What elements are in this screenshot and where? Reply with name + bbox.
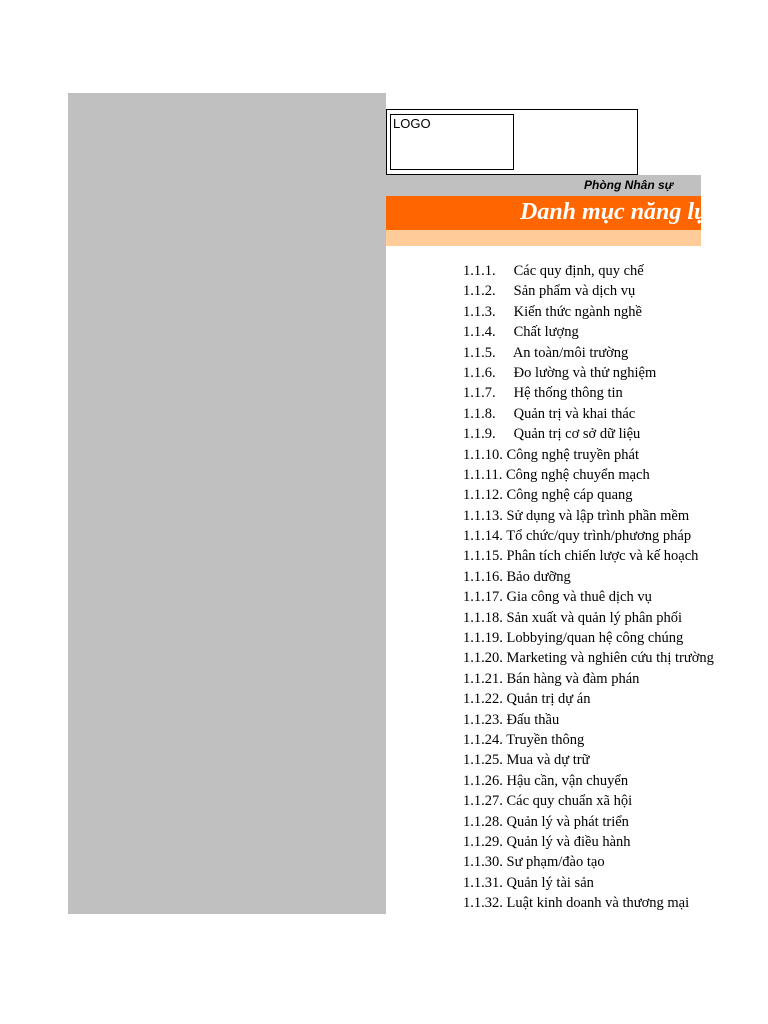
item-text: Luật kinh doanh và thương mại <box>506 895 690 912</box>
item-number: 1.1.11. <box>463 466 503 483</box>
item-text: Lobbying/quan hệ công chúng <box>506 630 684 647</box>
list-item <box>463 424 641 444</box>
item-number: 1.1.25. <box>463 752 503 769</box>
item-text: Các quy chuẩn xã hội <box>506 793 633 810</box>
item-number: 1.1.6. <box>463 364 496 381</box>
list-item <box>463 302 642 322</box>
item-number: 1.1.8. <box>463 405 496 422</box>
item-number: 1.1.18. <box>463 609 503 626</box>
item-number: 1.1.1. <box>463 263 496 279</box>
list-item <box>463 893 690 913</box>
list-item <box>463 485 638 505</box>
list-item <box>463 363 657 383</box>
item-text: Quản lý và phát triển <box>506 813 629 830</box>
logo-placeholder: LOGO <box>390 114 514 170</box>
item-text: Các quy định, quy chế <box>513 263 644 279</box>
list-item <box>463 832 638 852</box>
list-item <box>463 669 638 689</box>
list-item <box>463 343 638 363</box>
item-number: 1.1.16. <box>463 568 503 585</box>
item-number: 1.1.30. <box>463 854 503 871</box>
item-text: Quản trị cơ sở dữ liệu <box>513 426 641 443</box>
item-text: Bán hàng và đàm phán <box>506 670 640 687</box>
list-item <box>463 771 638 791</box>
item-text: Sử dụng và lập trình phần mềm <box>506 507 690 524</box>
item-text: Tổ chức/quy trình/phương pháp <box>506 528 692 545</box>
item-number: 1.1.15. <box>463 548 503 565</box>
item-number: 1.1.19. <box>463 630 503 647</box>
list-item <box>463 608 683 628</box>
list-item <box>463 852 638 872</box>
list-item <box>463 322 638 342</box>
item-text: Kiến thức ngành nghề <box>513 303 642 320</box>
list-item <box>463 567 638 587</box>
list-item <box>463 628 684 648</box>
header-frame <box>386 109 638 175</box>
list-item <box>463 404 638 424</box>
item-number: 1.1.21. <box>463 670 503 687</box>
item-number: 1.1.5. <box>463 344 496 361</box>
item-number: 1.1.3. <box>463 303 496 320</box>
item-number: 1.1.24. <box>463 731 503 748</box>
item-number: 1.1.4. <box>463 324 496 341</box>
list-item <box>463 730 638 750</box>
list-item <box>463 546 699 566</box>
item-number: 1.1.7. <box>463 385 496 402</box>
item-number: 1.1.9. <box>463 426 496 443</box>
item-text: Truyền thông <box>506 731 585 748</box>
list-item <box>463 648 714 668</box>
item-text: Đo lường và thử nghiệm <box>513 364 657 381</box>
list-item <box>463 873 638 893</box>
item-text: Marketing và nghiên cứu thị trường <box>506 650 714 667</box>
list-item <box>463 383 638 403</box>
item-text: An toàn/môi trường <box>512 344 629 361</box>
item-text: Quản trị và khai thác <box>513 405 636 422</box>
list-item <box>463 710 638 730</box>
item-number: 1.1.22. <box>463 691 503 708</box>
item-text: Sản xuất và quản lý phân phối <box>506 609 683 626</box>
item-text: Phân tích chiến lược và kế hoạch <box>506 548 699 565</box>
item-number: 1.1.31. <box>463 874 503 891</box>
item-text: Quản trị dự án <box>506 691 591 708</box>
item-text: Quản lý và điều hành <box>506 833 631 850</box>
list-item <box>463 465 650 485</box>
item-number: 1.1.12. <box>463 487 503 504</box>
item-text: Công nghệ cáp quang <box>506 487 633 504</box>
item-number: 1.1.13. <box>463 507 503 524</box>
item-text: Sản phẩm và dịch vụ <box>513 283 636 300</box>
item-number: 1.1.10. <box>463 446 503 463</box>
item-number: 1.1.23. <box>463 711 503 728</box>
list-item <box>463 750 638 770</box>
item-number: 1.1.32. <box>463 895 503 912</box>
list-item <box>463 689 638 709</box>
side-gray-panel <box>68 93 386 914</box>
list-item <box>463 812 638 832</box>
item-text: Sư phạm/đào tạo <box>506 854 605 871</box>
item-text: Bảo dưỡng <box>506 568 571 585</box>
item-number: 1.1.17. <box>463 589 503 606</box>
item-text: Hệ thống thông tin <box>513 385 623 402</box>
list-item <box>463 506 690 526</box>
item-number: 1.1.20. <box>463 650 503 667</box>
item-text: Mua và dự trữ <box>506 752 590 769</box>
item-text: Công nghệ truyền phát <box>506 446 639 463</box>
item-number: 1.1.26. <box>463 772 503 789</box>
list-item <box>463 587 652 607</box>
department-label: Phòng Nhân sự <box>584 178 674 192</box>
item-text: Đấu thầu <box>506 711 560 728</box>
title-bar <box>386 196 720 230</box>
page-title: Danh mục năng lực <box>520 199 720 225</box>
item-number: 1.1.28. <box>463 813 503 830</box>
item-number: 1.1.27. <box>463 793 503 810</box>
list-item <box>463 445 638 465</box>
item-number: 1.1.14. <box>463 528 503 545</box>
list-item <box>463 526 692 546</box>
item-text: Công nghệ chuyển mạch <box>505 466 650 483</box>
item-text: Gia công và thuê dịch vụ <box>506 589 652 606</box>
list-item <box>463 791 638 811</box>
item-text: Hậu cần, vận chuyển <box>506 772 629 789</box>
item-number: 1.1.29. <box>463 833 503 850</box>
competency-list <box>463 261 714 914</box>
list-item <box>463 281 638 301</box>
item-text: Quản lý tài sản <box>506 874 594 891</box>
item-text: Chất lượng <box>513 324 579 341</box>
list-item <box>463 261 644 281</box>
department-strip <box>386 175 701 196</box>
item-number: 1.1.2. <box>463 283 496 300</box>
sub-title-bar <box>386 230 701 246</box>
document-page <box>386 93 720 914</box>
